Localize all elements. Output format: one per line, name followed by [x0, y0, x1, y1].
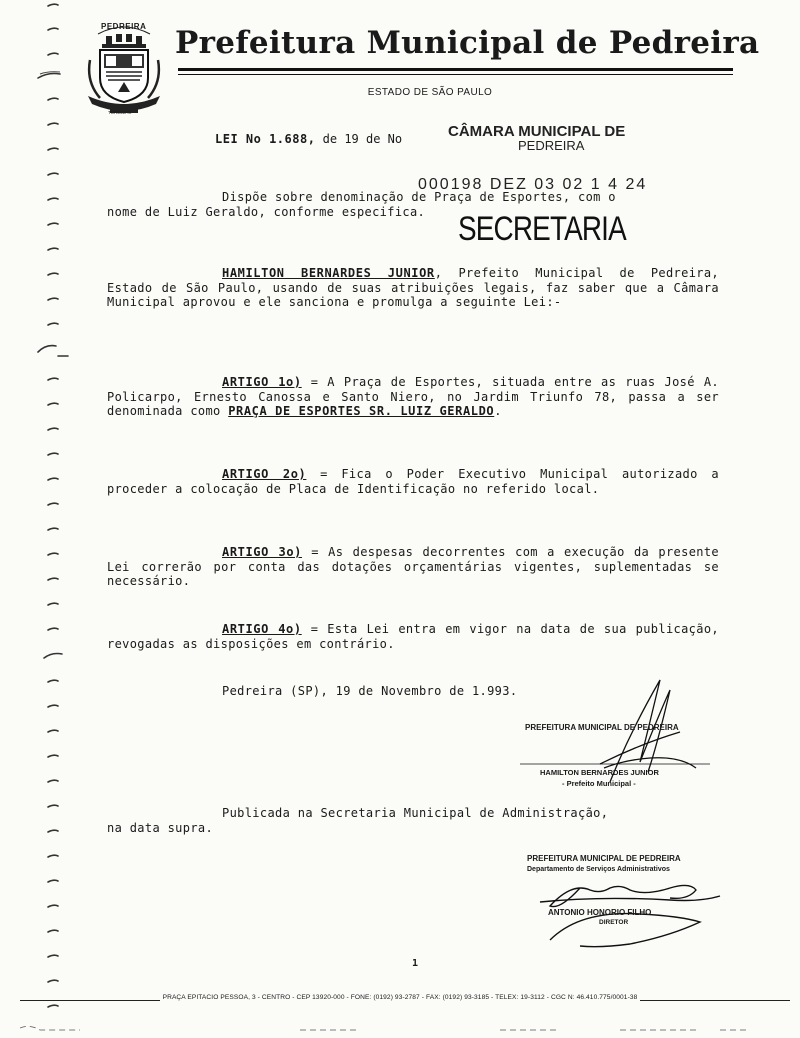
article-2 — [107, 467, 719, 496]
camara-stamp — [448, 125, 625, 153]
article-1-label: ARTIGO 1o) — [222, 375, 302, 389]
publication-line1: Publicada na Secretaria Municipal de Administração, — [222, 806, 609, 820]
ementa-line2: nome de Luiz Geraldo, conforme especifica. — [107, 204, 426, 219]
crest-top-text: PEDREIRA — [101, 22, 147, 31]
article-3-label: ARTIGO 3o) — [222, 545, 302, 559]
camara-stamp-line2: PEDREIRA — [518, 138, 585, 153]
article-2-text: = Fica o Poder Executivo Municipal autorizado a proceder a colocação de Placa de Identificação no referido local. — [107, 467, 719, 496]
municipal-crest-icon — [86, 20, 162, 120]
signature1-org: PREFEITURA MUNICIPAL DE PEDREIRA — [525, 723, 679, 732]
scan-edge-marks — [20, 1020, 780, 1036]
ementa-paragraph — [107, 190, 719, 219]
camara-stamp-line1: CÂMARA MUNICIPAL DE — [448, 123, 626, 140]
signature2-org: PREFEITURA MUNICIPAL DE PEDREIRA — [527, 854, 681, 863]
intro-text: , Prefeito Municipal de Pedreira, Estado de São Paulo, usando de suas atribuições legais, faz saber que a Câmara Municipal aprovou e ele sanciona e promulga a seguinte Lei:- — [107, 266, 719, 310]
director-signature-icon — [520, 860, 750, 950]
secretaria-stamp: SECRETARIA — [458, 210, 626, 248]
law-date: de 19 de No — [315, 132, 403, 146]
footer-address — [0, 994, 800, 1001]
place-date: Pedreira (SP), 19 de Novembro de 1.993. — [222, 684, 518, 698]
ementa-line1: Dispõe sobre denominação de Praça de Esportes, com o — [222, 190, 616, 204]
protocol-stamp: 000198 DEZ 03 02 1 4 24 — [418, 176, 648, 193]
signature2-role: DIRETOR — [599, 919, 629, 926]
article-1-end: . — [494, 404, 502, 419]
law-number: LEI No 1.688, — [215, 132, 316, 146]
page-title: Prefeitura Municipal de Pedreira — [175, 25, 760, 61]
crest-bottom-text: TORELLAS — [108, 110, 132, 115]
article-3-text: = As despesas decorrentes com a execução da presente Lei correrão por conta das dotações orçamentárias vigentes, suplementadas se necessário. — [107, 545, 719, 589]
binder-edge-marks — [0, 0, 70, 1038]
header-rule-thin — [178, 74, 733, 75]
law-heading — [215, 132, 402, 146]
state-subtitle: ESTADO DE SÃO PAULO — [367, 87, 493, 98]
signature1-role: - Prefeito Municipal - — [562, 779, 636, 788]
article-4 — [107, 622, 719, 651]
signature1-name: HAMILTON BERNARDES JUNIOR — [540, 768, 659, 777]
publication-paragraph — [107, 806, 719, 835]
article-1-text: = A Praça de Esportes, situada entre as ruas José A. Policarpo, Ernesto Canossa e Santo Niero, no Jardim Triunfo 78, passa a ser denominada como — [107, 375, 719, 419]
signature2-dept: Departamento de Serviços Administrativos — [527, 866, 670, 873]
article-2-label: ARTIGO 2o) — [222, 467, 307, 481]
page-number: 1 — [412, 958, 419, 969]
article-4-text: = Esta Lei entra em vigor na data de sua publicação, revogadas as disposições em contrário. — [107, 622, 719, 651]
signature2-name: ANTONIO HONORIO FILHO — [548, 908, 652, 917]
header-rule-thick — [178, 68, 733, 71]
footer-text: PRAÇA EPITACIO PESSOA, 3 - CENTRO - CEP 13920-000 - FONE: (0192) 93-2787 - FAX: (0192) 93-3185 - TELEX: 19-3112 - CGC N: 46.410.775/0001-38 — [160, 994, 641, 1001]
article-1 — [107, 375, 719, 419]
article-4-label: ARTIGO 4o) — [222, 622, 302, 636]
article-3 — [107, 545, 719, 589]
publication-line2: na data supra. — [107, 820, 214, 835]
mayor-name: HAMILTON BERNARDES JUNIOR — [222, 266, 435, 280]
intro-paragraph — [107, 266, 719, 310]
article-1-highlight: PRAÇA DE ESPORTES SR. LUIZ GERALDO — [228, 404, 495, 419]
